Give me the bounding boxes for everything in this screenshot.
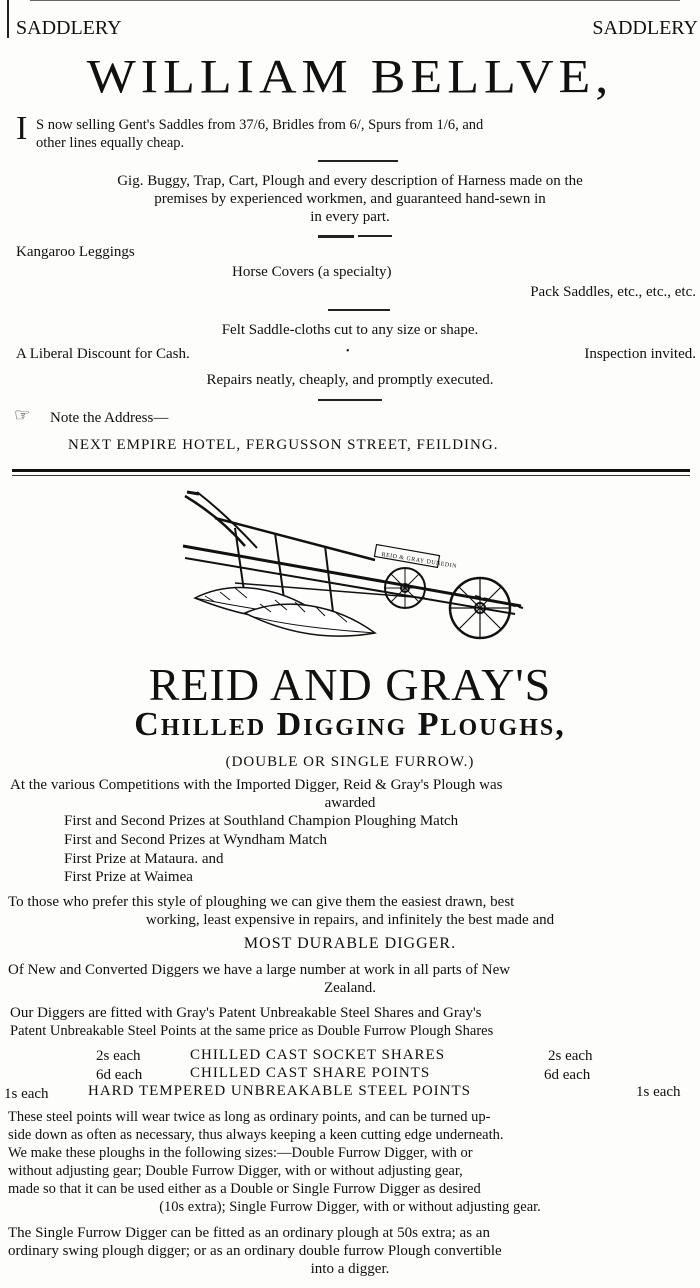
drop-cap: I	[16, 110, 28, 147]
prize-item: First Prize at Mataura. and	[64, 851, 224, 867]
price-left: 6d each	[96, 1067, 143, 1083]
prize-item: First and Second Prizes at Southland Champion Ploughing Match	[64, 813, 459, 829]
price-left: 1s each	[4, 1086, 49, 1102]
horse-covers: Horse Covers (a specialty)	[232, 264, 392, 280]
top-border	[30, 0, 680, 1]
new-converted-line-2: Zealand.	[323, 980, 377, 996]
pack-saddles: Pack Saddles, etc., etc., etc.	[530, 284, 696, 300]
single-furrow-line-3: into a digger.	[310, 1261, 390, 1277]
price-right: 2s each	[548, 1048, 593, 1064]
steel-points-line: made so that it can be used either as a Double or Single Furrow Digger as desired	[8, 1181, 481, 1197]
prefer-line-2: working, least expensive in repairs, and infinitely the best made and	[145, 912, 555, 928]
reid-gray-title: REID AND GRAY'S	[148, 659, 552, 710]
steel-points-line: side down as often as necessary, thus always keeping a keen cutting edge underneath.	[8, 1127, 504, 1143]
intro-line-1: S now selling Gent's Saddles from 37/6, Bridles from 6/, Spurs from 1/6, and	[36, 117, 484, 133]
prize-item: First Prize at Waimea	[64, 869, 193, 885]
fitted-line-1: Our Diggers are fitted with Gray's Patent Unbreakable Steel Shares and Gray's	[10, 1005, 482, 1021]
liberal-discount: A Liberal Discount for Cash.	[16, 346, 190, 362]
fitted-line-2: Patent Unbreakable Steel Points at the same price as Double Furrow Plough Shares	[10, 1023, 494, 1039]
repairs: Repairs neatly, cheaply, and promptly executed.	[206, 372, 494, 388]
price-left: 2s each	[96, 1048, 141, 1064]
prefer-line-1: To those who prefer this style of ploughing we can give them the easiest drawn, best	[8, 894, 515, 910]
steel-points-line: These steel points will wear twice as long as ordinary points, and can be turned up-	[8, 1109, 491, 1125]
harness-line-2: premises by experienced workmen, and guaranteed hand-sewn in	[154, 191, 546, 207]
furrow-note: (DOUBLE OR SINGLE FURROW.)	[225, 754, 475, 770]
inspection-invited: Inspection invited.	[584, 346, 696, 362]
price-item: HARD TEMPERED UNBREAKABLE STEEL POINTS	[88, 1083, 472, 1099]
competitions-line-1: At the various Competitions with the Imported Digger, Reid & Gray's Plough was	[10, 777, 503, 793]
prize-item: First and Second Prizes at Wyndham Match	[64, 832, 327, 848]
intro-line-2: other lines equally cheap.	[36, 135, 185, 151]
price-right: 1s each	[636, 1084, 681, 1100]
new-converted-line-1: Of New and Converted Diggers we have a large number at work in all parts of New	[8, 962, 511, 978]
price-item: CHILLED CAST SHARE POINTS	[190, 1065, 431, 1081]
steel-points-last: (10s extra); Single Furrow Digger, with or without adjusting gear.	[159, 1199, 541, 1215]
steel-points-line: We make these ploughs in the following sizes:—Double Furrow Digger, with or	[8, 1145, 473, 1161]
single-furrow-line-2: ordinary swing plough digger; or as an ordinary double furrow Plough convertible	[8, 1243, 502, 1259]
note-address: Note the Address—	[50, 410, 169, 426]
single-furrow-line-1: The Single Furrow Digger can be fitted as an ordinary plough at 50s extra; as an	[8, 1225, 490, 1241]
price-right: 6d each	[544, 1067, 591, 1083]
felt-saddle-cloths: Felt Saddle-cloths cut to any size or shape.	[221, 322, 479, 338]
price-item: CHILLED CAST SOCKET SHARES	[190, 1047, 446, 1063]
divider	[358, 235, 392, 237]
saddlery-header-right: SADDLERY	[592, 17, 698, 39]
most-durable-digger: MOST DURABLE DIGGER.	[243, 935, 457, 952]
section-rule	[12, 469, 690, 472]
divider	[318, 160, 398, 162]
divider	[328, 309, 390, 311]
kangaroo-leggings: Kangaroo Leggings	[16, 244, 135, 260]
advertiser-name: WILLIAM BELLVE,	[86, 51, 614, 104]
address: NEXT EMPIRE HOTEL, FERGUSSON STREET, FEILDING.	[68, 437, 499, 453]
plough-maker-plate: REID & GRAY DUNEDIN	[381, 552, 458, 570]
divider	[318, 235, 354, 238]
dot-mark: •	[346, 346, 350, 357]
harness-line-3: in every part.	[310, 209, 390, 225]
section-rule	[12, 475, 690, 476]
divider	[318, 399, 382, 401]
pointing-hand-icon: ☞	[14, 405, 31, 425]
saddlery-header-left: SADDLERY	[16, 17, 122, 39]
plough-illustration	[175, 488, 525, 648]
competitions-line-2: awarded	[324, 795, 376, 811]
harness-line-1: Gig. Buggy, Trap, Cart, Plough and every description of Harness made on the	[117, 173, 583, 189]
chilled-digging-ploughs: Chilled Digging Ploughs,	[134, 706, 566, 743]
column-border	[7, 0, 9, 38]
steel-points-line: without adjusting gear; Double Furrow Digger, with or without adjusting gear,	[8, 1163, 463, 1179]
